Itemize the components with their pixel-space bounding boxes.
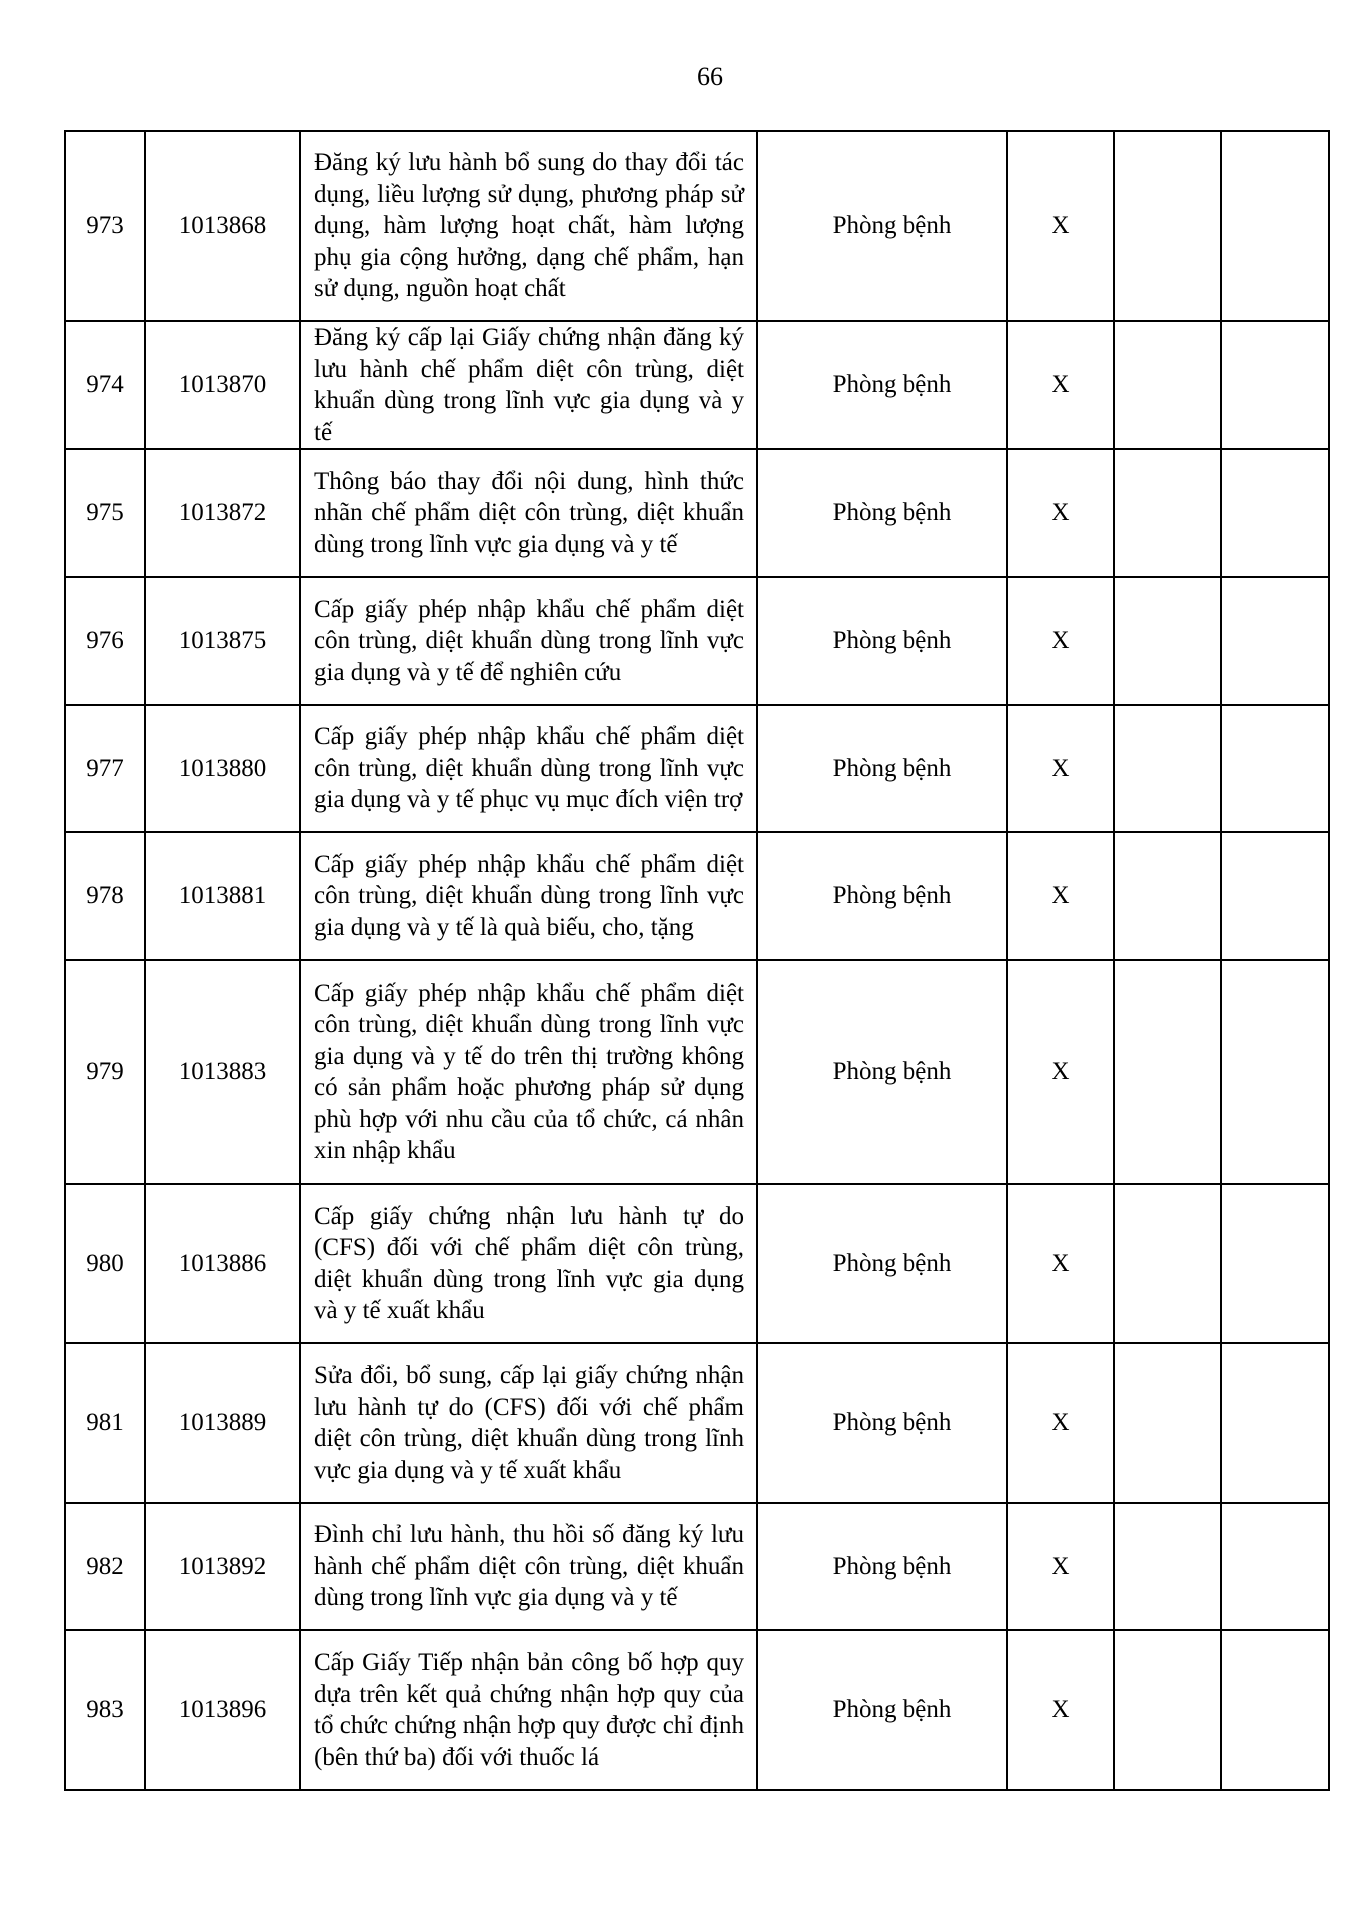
table-row — [65, 1503, 1329, 1630]
empty-cell — [1114, 705, 1221, 832]
mark-cell: X — [1007, 131, 1114, 321]
row-number: 974 — [65, 321, 145, 449]
empty-cell — [1221, 1630, 1329, 1790]
unit-label: Phòng bệnh — [757, 577, 1007, 705]
mark-cell: X — [1007, 1630, 1114, 1790]
table-row — [65, 705, 1329, 832]
mark-cell: X — [1007, 1503, 1114, 1630]
unit-label: Phòng bệnh — [757, 1343, 1007, 1503]
row-number: 983 — [65, 1630, 145, 1790]
empty-cell — [1114, 1343, 1221, 1503]
procedure-name: Cấp giấy phép nhập khẩu chế phẩm diệt côn trùng, diệt khuẩn dùng trong lĩnh vực gia dụng và y tế do trên thị trường không có sản phẩm hoặc phương pháp sử dụng phù hợp với nhu cầu của tổ chức, cá nhân xin nhập khẩu — [300, 960, 757, 1184]
empty-cell — [1114, 577, 1221, 705]
empty-cell — [1221, 1503, 1329, 1630]
unit-label: Phòng bệnh — [757, 832, 1007, 960]
empty-cell — [1221, 1343, 1329, 1503]
unit-label: Phòng bệnh — [757, 1630, 1007, 1790]
procedure-name: Thông báo thay đổi nội dung, hình thức nhãn chế phẩm diệt côn trùng, diệt khuẩn dùng trong lĩnh vực gia dụng và y tế — [300, 449, 757, 577]
unit-label: Phòng bệnh — [757, 960, 1007, 1184]
procedure-name: Cấp giấy chứng nhận lưu hành tự do (CFS) đối với chế phẩm diệt côn trùng, diệt khuẩn dùng trong lĩnh vực gia dụng và y tế xuất khẩu — [300, 1184, 757, 1343]
mark-cell: X — [1007, 1184, 1114, 1343]
procedure-name: Đăng ký lưu hành bổ sung do thay đổi tác dụng, liều lượng sử dụng, phương pháp sử dụng, hàm lượng hoạt chất, hàm lượng phụ gia cộng hưởng, dạng chế phẩm, hạn sử dụng, nguồn hoạt chất — [300, 131, 757, 321]
procedure-code: 1013868 — [145, 131, 300, 321]
table-row — [65, 832, 1329, 960]
empty-cell — [1114, 449, 1221, 577]
unit-label: Phòng bệnh — [757, 1503, 1007, 1630]
empty-cell — [1114, 1630, 1221, 1790]
row-number: 979 — [65, 960, 145, 1184]
procedure-code: 1013892 — [145, 1503, 300, 1630]
procedure-code: 1013886 — [145, 1184, 300, 1343]
mark-cell: X — [1007, 1343, 1114, 1503]
table-body — [65, 131, 1329, 1790]
procedure-name: Sửa đổi, bổ sung, cấp lại giấy chứng nhận lưu hành tự do (CFS) đối với chế phẩm diệt côn trùng, diệt khuẩn dùng trong lĩnh vực gia dụng và y tế xuất khẩu — [300, 1343, 757, 1503]
empty-cell — [1221, 577, 1329, 705]
procedure-code: 1013872 — [145, 449, 300, 577]
row-number: 973 — [65, 131, 145, 321]
procedures-table — [64, 130, 1330, 1791]
empty-cell — [1114, 1503, 1221, 1630]
empty-cell — [1221, 960, 1329, 1184]
page-number: 66 — [697, 62, 723, 91]
mark-cell: X — [1007, 321, 1114, 449]
unit-label: Phòng bệnh — [757, 449, 1007, 577]
row-number: 975 — [65, 449, 145, 577]
table-row — [65, 321, 1329, 449]
empty-cell — [1114, 832, 1221, 960]
unit-label: Phòng bệnh — [757, 321, 1007, 449]
mark-cell: X — [1007, 577, 1114, 705]
procedure-name: Đình chỉ lưu hành, thu hồi số đăng ký lưu hành chế phẩm diệt côn trùng, diệt khuẩn dùng trong lĩnh vực gia dụng và y tế — [300, 1503, 757, 1630]
table-row — [65, 449, 1329, 577]
row-number: 980 — [65, 1184, 145, 1343]
table-row — [65, 131, 1329, 321]
empty-cell — [1221, 449, 1329, 577]
empty-cell — [1221, 321, 1329, 449]
row-number: 981 — [65, 1343, 145, 1503]
empty-cell — [1114, 1184, 1221, 1343]
unit-label: Phòng bệnh — [757, 1184, 1007, 1343]
empty-cell — [1114, 321, 1221, 449]
row-number: 982 — [65, 1503, 145, 1630]
empty-cell — [1114, 960, 1221, 1184]
table-row — [65, 960, 1329, 1184]
procedure-name: Cấp giấy phép nhập khẩu chế phẩm diệt côn trùng, diệt khuẩn dùng trong lĩnh vực gia dụng và y tế để nghiên cứu — [300, 577, 757, 705]
procedure-name: Cấp giấy phép nhập khẩu chế phẩm diệt côn trùng, diệt khuẩn dùng trong lĩnh vực gia dụng và y tế phục vụ mục đích viện trợ — [300, 705, 757, 832]
empty-cell — [1221, 1184, 1329, 1343]
procedure-code: 1013889 — [145, 1343, 300, 1503]
procedure-code: 1013883 — [145, 960, 300, 1184]
empty-cell — [1114, 131, 1221, 321]
mark-cell: X — [1007, 449, 1114, 577]
row-number: 977 — [65, 705, 145, 832]
table-row — [65, 577, 1329, 705]
procedure-code: 1013870 — [145, 321, 300, 449]
empty-cell — [1221, 705, 1329, 832]
procedure-code: 1013880 — [145, 705, 300, 832]
procedure-code: 1013875 — [145, 577, 300, 705]
table-row — [65, 1184, 1329, 1343]
mark-cell: X — [1007, 705, 1114, 832]
empty-cell — [1221, 832, 1329, 960]
row-number: 978 — [65, 832, 145, 960]
unit-label: Phòng bệnh — [757, 705, 1007, 832]
procedure-code: 1013881 — [145, 832, 300, 960]
procedure-name: Đăng ký cấp lại Giấy chứng nhận đăng ký lưu hành chế phẩm diệt côn trùng, diệt khuẩn dùng trong lĩnh vực gia dụng và y tế — [300, 321, 757, 449]
row-number: 976 — [65, 577, 145, 705]
unit-label: Phòng bệnh — [757, 131, 1007, 321]
procedure-name: Cấp Giấy Tiếp nhận bản công bố hợp quy dựa trên kết quả chứng nhận hợp quy của tổ chức chứng nhận hợp quy được chỉ định (bên thứ ba) đối với thuốc lá — [300, 1630, 757, 1790]
table-row — [65, 1343, 1329, 1503]
mark-cell: X — [1007, 832, 1114, 960]
empty-cell — [1221, 131, 1329, 321]
table-row — [65, 1630, 1329, 1790]
procedure-name: Cấp giấy phép nhập khẩu chế phẩm diệt côn trùng, diệt khuẩn dùng trong lĩnh vực gia dụng và y tế là quà biếu, cho, tặng — [300, 832, 757, 960]
mark-cell: X — [1007, 960, 1114, 1184]
procedure-code: 1013896 — [145, 1630, 300, 1790]
